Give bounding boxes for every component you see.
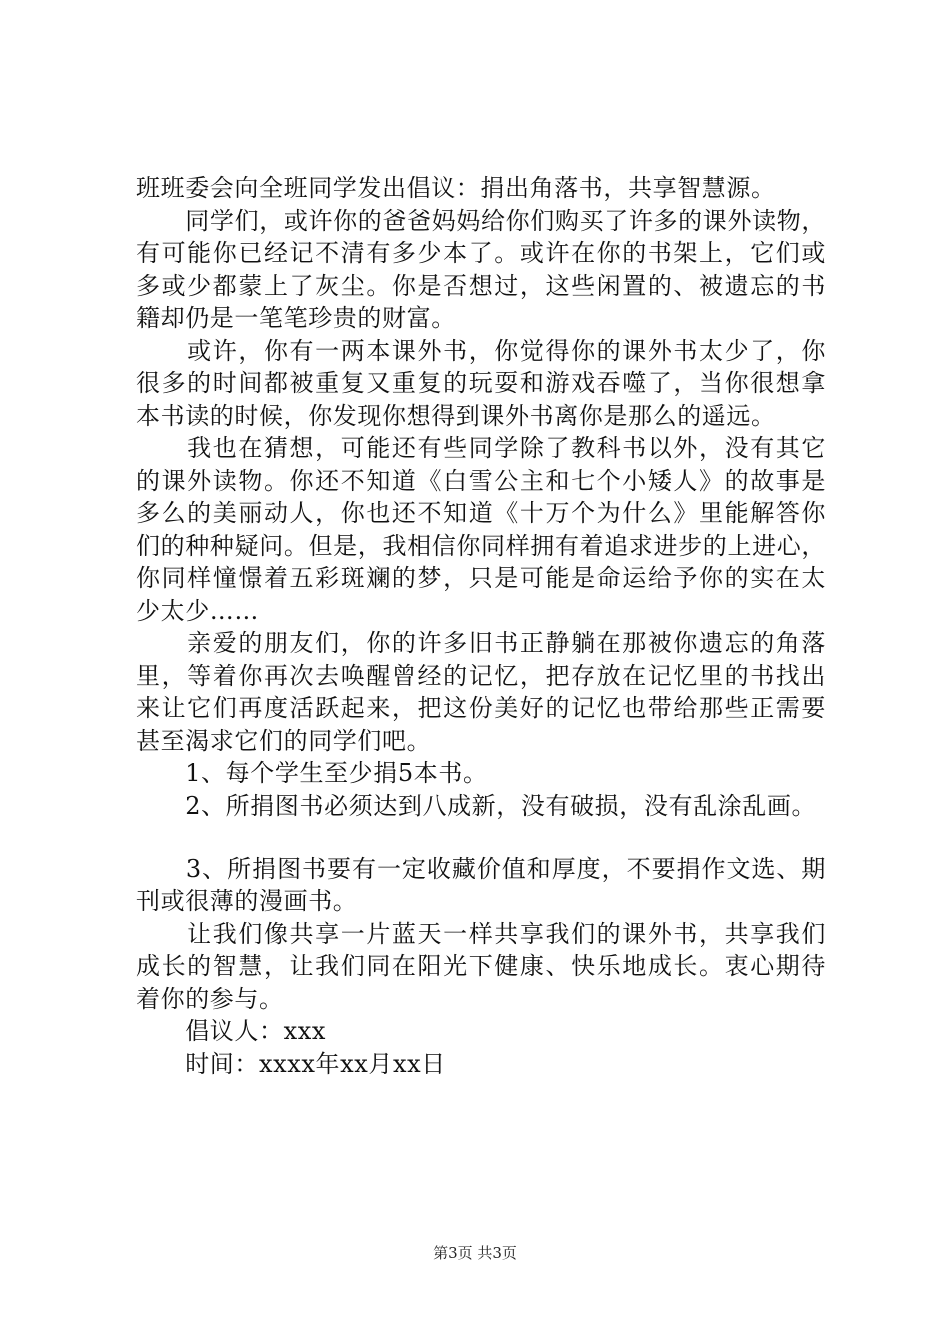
- page-number-footer: 第3页 共3页: [433, 1244, 517, 1262]
- text-line: 里，等着你再次去唤醒曾经的记忆，把存放在记忆里的书找出: [136, 662, 826, 690]
- list-item: 1、每个学生至少捐5本书。: [136, 759, 488, 787]
- text-line: 们的种种疑问。但是，我相信你同样拥有着追求进步的上进心，: [136, 532, 826, 560]
- list-item: 3、所捐图书要有一定收藏价值和厚度，不要捐作文选、期: [136, 855, 826, 883]
- date-line: 时间：xxxx年xx月xx日: [136, 1050, 446, 1078]
- text-line: 着你的参与。: [136, 985, 284, 1013]
- text-line: 本书读的时候，你发现你想得到课外书离你是那么的遥远。: [136, 402, 776, 430]
- text-line: 让我们像共享一片蓝天一样共享我们的课外书，共享我们: [136, 920, 826, 948]
- signature-line: 倡议人：xxx: [136, 1017, 327, 1045]
- text-line: 亲爱的朋友们，你的许多旧书正静躺在那被你遗忘的角落: [136, 629, 826, 657]
- text-line: 来让它们再度活跃起来，把这份美好的记忆也带给那些正需要: [136, 694, 826, 722]
- text-line: 或许，你有一两本课外书，你觉得你的课外书太少了，你: [136, 337, 826, 365]
- text-line: 班班委会向全班同学发出倡议：捐出角落书，共享智慧源。: [136, 174, 776, 202]
- list-item: 2、所捐图书必须达到八成新，没有破损，没有乱涂乱画。: [136, 792, 817, 820]
- text-line: 多或少都蒙上了灰尘。你是否想过，这些闲置的、被遗忘的书: [136, 272, 826, 300]
- text-line: 籍却仍是一笔笔珍贵的财富。: [136, 304, 456, 332]
- text-line: 同学们，或许你的爸爸妈妈给你们购买了许多的课外读物，: [136, 207, 826, 235]
- text-line: 的课外读物。你还不知道《白雪公主和七个小矮人》的故事是: [136, 467, 826, 495]
- text-line: 甚至渴求它们的同学们吧。: [136, 727, 432, 755]
- text-line: 刊或很薄的漫画书。: [136, 887, 358, 915]
- text-line: 很多的时间都被重复又重复的玩耍和游戏吞噬了，当你很想拿: [136, 369, 826, 397]
- text-line: 你同样憧憬着五彩斑斓的梦，只是可能是命运给予你的实在太: [136, 564, 826, 592]
- text-line: 有可能你已经记不清有多少本了。或许在你的书架上，它们或: [136, 239, 826, 267]
- text-line: 成长的智慧，让我们同在阳光下健康、快乐地成长。衷心期待: [136, 952, 826, 980]
- text-line: 多么的美丽动人，你也还不知道《十万个为什么》里能解答你: [136, 499, 826, 527]
- text-line: 我也在猜想，可能还有些同学除了教科书以外，没有其它: [136, 434, 826, 462]
- text-line: 少太少……: [136, 597, 259, 625]
